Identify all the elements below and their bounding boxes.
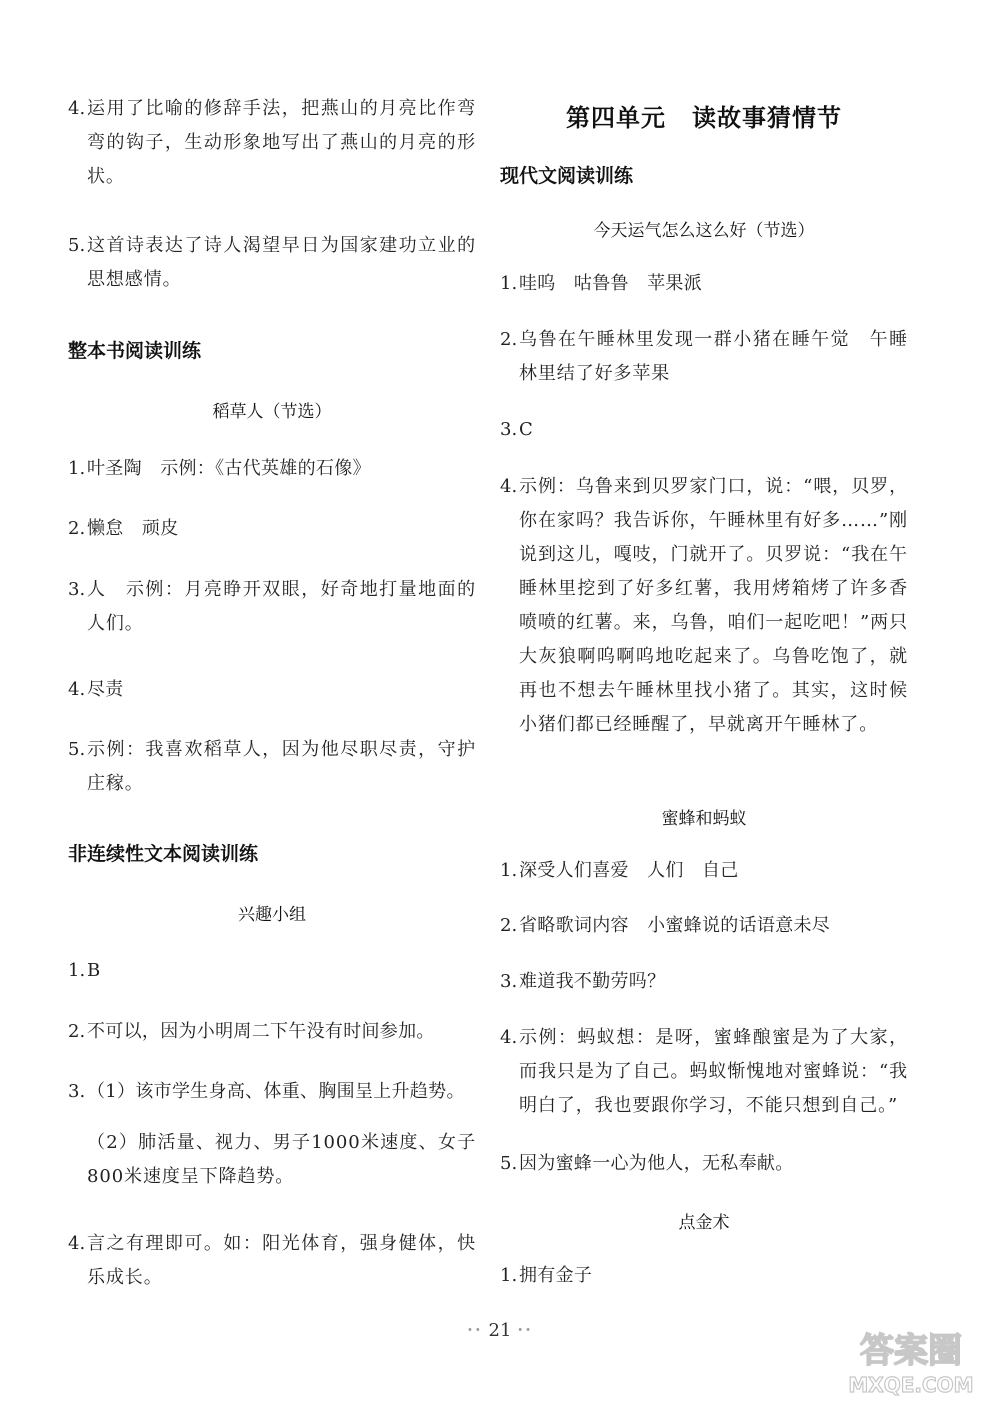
- answer-item: [500, 1147, 908, 1181]
- watermark-badge: [848, 1331, 973, 1397]
- answer-text: （1）该市学生身高、体重、胸围呈上升趋势。: [87, 1081, 465, 1102]
- page-dots-right: ••: [517, 1325, 533, 1337]
- answer-item: [68, 229, 476, 297]
- answer-text: 叶圣陶 示例：《古代英雄的石像》: [87, 458, 371, 479]
- unit-title: [500, 98, 908, 133]
- answer-number: 5.: [68, 739, 86, 760]
- answer-number: 4.: [68, 98, 86, 119]
- subsection-title: 稻草人（节选）: [212, 402, 332, 422]
- answer-text: B: [87, 960, 101, 981]
- answer-number: 3.: [500, 971, 518, 992]
- unit-number: 第四单元: [566, 104, 666, 132]
- answer-text: 省略歌词内容 小蜜蜂说的话语意未尽: [519, 915, 831, 936]
- answer-text: 哇呜 咕鲁鲁 苹果派: [519, 273, 702, 294]
- answer-number: 1.: [68, 458, 86, 479]
- answer-item: [500, 470, 908, 742]
- answer-number: 1.: [500, 860, 518, 881]
- section-heading: 整本书阅读训练: [68, 340, 202, 362]
- subsection-title: 兴趣小组: [238, 905, 306, 925]
- answer-number: 2.: [68, 1021, 86, 1042]
- answer-number: 3.: [500, 419, 518, 440]
- answer-number: 4.: [68, 679, 86, 700]
- answer-text: 尽责: [87, 679, 124, 700]
- answer-number: 2.: [500, 329, 518, 350]
- answer-number: 2.: [68, 518, 86, 539]
- answer-number: 3.: [68, 579, 86, 600]
- subsection-title: 点金术: [678, 1213, 730, 1233]
- answer-item: [500, 323, 908, 391]
- answer-item: [68, 673, 476, 707]
- answer-item: [500, 909, 908, 943]
- answer-number: 1.: [500, 1265, 518, 1286]
- answer-number: 4.: [500, 1027, 518, 1048]
- subsection-title: 今天运气怎么这么好（节选）: [593, 221, 815, 241]
- answer-item: [500, 267, 908, 301]
- answer-number: 5.: [500, 1153, 518, 1174]
- answer-item: [68, 1227, 476, 1295]
- answer-number: 4.: [68, 1233, 86, 1254]
- answer-text: （2）肺活量、视力、男子1000米速度、女子800米速度呈下降趋势。: [87, 1132, 476, 1187]
- answer-text: 不可以，因为小明周二下午没有时间参加。: [87, 1021, 435, 1042]
- answer-item: [68, 954, 476, 988]
- answer-item: [500, 413, 908, 447]
- answer-number: 5.: [68, 235, 86, 256]
- answer-text: 示例：乌鲁来到贝罗家门口，说：“喂，贝罗，你在家吗？我告诉你，午睡林里有好多……”刚说到这儿，嘎吱，门就开了。贝罗说：“我在午睡林里挖到了好多红薯，我用烤箱烤了许多香喷喷的红薯。来，乌鲁，咱们一起吃吧！”两只大灰狼啊呜啊呜地吃起来了。乌鲁吃饱了，就再也不想去午睡林里找小猪了。其实，这时候小猪们都已经睡醒了，早就离开午睡林了。: [519, 476, 908, 735]
- answer-item: [500, 854, 908, 888]
- answer-item: [500, 1021, 908, 1123]
- answer-item: [500, 1259, 908, 1293]
- watermark-logo: [836, 1322, 986, 1400]
- answer-item: [68, 733, 476, 801]
- answer-item: [68, 573, 476, 641]
- page-number-text: 21: [488, 1320, 512, 1341]
- answer-item: [68, 1075, 476, 1109]
- answer-item: [68, 1015, 476, 1049]
- answer-text: C: [519, 419, 534, 440]
- answer-text: 乌鲁在午睡林里发现一群小猪在睡午觉 午睡林里结了好多苹果: [519, 329, 908, 384]
- answer-text: 因为蜜蜂一心为他人，无私奉献。: [519, 1153, 794, 1174]
- answer-text: 深受人们喜爱 人们 自己: [519, 860, 739, 881]
- section-heading: 现代文阅读训练: [500, 165, 634, 187]
- answer-item: [68, 1126, 476, 1194]
- answer-number: 4.: [500, 476, 518, 497]
- answer-text: 示例：我喜欢稻草人，因为他尽职尽责，守护庄稼。: [87, 739, 476, 794]
- section-heading: 非连续性文本阅读训练: [68, 843, 259, 865]
- svg-text:答案圈: 答案圈: [860, 1331, 962, 1371]
- answer-number: 1.: [500, 273, 518, 294]
- answer-text: 难道我不勤劳吗？: [519, 971, 666, 992]
- answer-text: 这首诗表达了诗人渴望早日为国家建功立业的思想感情。: [87, 235, 476, 290]
- answer-text: 人 示例：月亮睁开双眼，好奇地打量地面的人们。: [87, 579, 476, 634]
- answer-number: 1.: [68, 960, 86, 981]
- answer-item: [500, 965, 908, 999]
- answer-text: 懒怠 顽皮: [87, 518, 179, 539]
- answer-number: 2.: [500, 915, 518, 936]
- unit-theme: 读故事猜情节: [692, 104, 842, 132]
- answer-text: 言之有理即可。如：阳光体育，强身健体，快乐成长。: [87, 1233, 476, 1288]
- answer-item: [68, 512, 476, 546]
- answer-item: [68, 92, 476, 194]
- answer-text: 运用了比喻的修辞手法，把燕山的月亮比作弯弯的钩子，生动形象地写出了燕山的月亮的形状。: [87, 98, 476, 187]
- answer-text: 拥有金子: [519, 1265, 593, 1286]
- answer-item: [68, 452, 476, 486]
- answer-number: 3.: [68, 1081, 86, 1102]
- subsection-title: 蜜蜂和蚂蚁: [661, 809, 747, 829]
- svg-text:MXQE.COM: MXQE.COM: [848, 1373, 974, 1397]
- answer-text: 示例：蚂蚁想：是呀，蜜蜂酿蜜是为了大家，而我只是为了自己。蚂蚁惭愧地对蜜蜂说：“我明白了，我也要跟你学习，不能只想到自己。”: [519, 1027, 908, 1116]
- page-dots-left: ••: [467, 1325, 483, 1337]
